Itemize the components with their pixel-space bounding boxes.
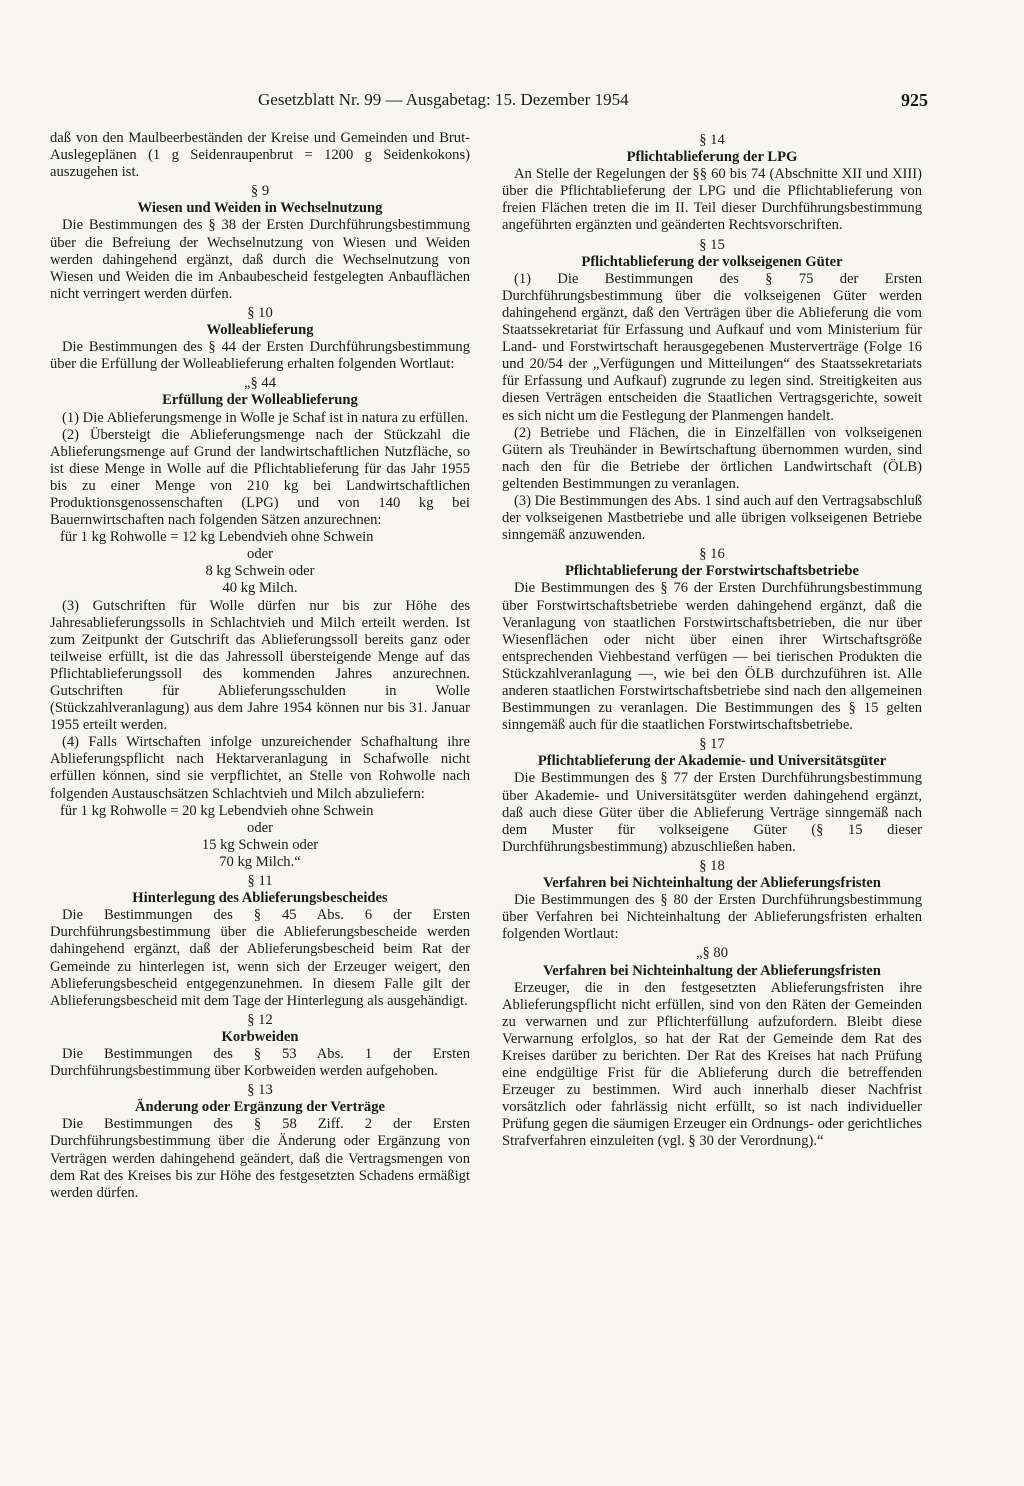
section-heading: Verfahren bei Nichteinhaltung der Ablieferungsfristen	[543, 962, 881, 979]
section-heading: Hinterlegung des Ablieferungsbescheides	[132, 890, 388, 907]
section-heading: Wiesen und Weiden in Wechselnutzung	[137, 200, 383, 217]
paragraph: Erzeuger, die in den festgesetzten Ablieferungsfristen ihre Ablieferungspflicht nicht erfüllen, sind von den Räten der Gemeinden zu verwarnen und zur Pflichterfüllung aufzufordern. Bleibt diese Verwarnung erfolglos, so hat der Rat der Gemeinde dem Rat des Kreises darüber zu berichten. Der Rat des Kreises hat nach Prüfung eine endgültige Frist für die Ablieferung durch die betreffenden Erzeuger zu bestimmen. Wird auch innerhalb dieser Nachfrist vorsätzlich oder fahrlässig nicht erfüllt, so ist nach individueller Prüfung gegen die säumigen Erzeuger ein Ordnungs- oder gerichtliches Strafverfahren einzuleiten (vgl. § 30 der Verordnung).“	[502, 979, 922, 1150]
paragraph: daß von den Maulbeerbeständen der Kreise und Gemeinden und Brut-Auslegeplänen (1 g Seidenraupenbrut = 1200 g Seidenkokons) auszugehen ist.	[50, 130, 470, 181]
section-number: „§ 44	[243, 375, 277, 392]
formula-line: 70 kg Milch.“	[219, 853, 301, 870]
paragraph: Die Bestimmungen des § 38 der Ersten Durchführungsbestimmung über die Befreiung der Wechselnutzung von Wiesen und Weiden werden dahingehend ergänzt, daß durch die Wechselnutzung von Wiesen und Weiden die im Anbaubescheid festgelegten Anbauflächen nicht verringert werden dürfen.	[50, 217, 470, 302]
formula-line: für 1 kg Rohwolle = 20 kg Lebendvieh ohne Schwein	[60, 802, 374, 819]
section-heading: Korbweiden	[221, 1028, 299, 1045]
page-number: 925	[901, 90, 928, 110]
section-heading: Wolleablieferung	[206, 322, 314, 339]
gazette-title: Gesetzblatt Nr. 99 — Ausgabetag: 15. Dezember 1954	[258, 90, 629, 109]
paragraph: Die Bestimmungen des § 77 der Ersten Durchführungsbestimmung über Akademie- und Universitätsgüter werden dahingehend ergänzt, daß auch diese Güter über die Ablieferung Verträge sinngemäß nach dem Muster für volkseigene Güter (§ 15 dieser Durchführungsbestimmung) abzuschließen haben.	[502, 770, 922, 855]
section-number: § 17	[699, 736, 725, 753]
paragraph: Die Bestimmungen des § 80 der Ersten Durchführungsbestimmung über Verfahren bei Nichteinhaltung der Ablieferungsfristen erhalten folgenden Wortlaut:	[502, 892, 922, 943]
formula-line: 40 kg Milch.	[222, 580, 298, 597]
paragraph: (1) Die Ablieferungsmenge in Wolle je Schaf ist in natura zu erfüllen.	[62, 409, 469, 426]
paragraph: Die Bestimmungen des § 45 Abs. 6 der Ersten Durchführungsbestimmung über die Ablieferungsbescheide werden dahingehend ergänzt, daß der Ablieferungsbescheid beim Rat der Gemeinde zu hinterlegen ist, wenn sich der Erzeuger weigert, den Ablieferungsbescheid entgegenzunehmen. In diesem Falle gilt der Ablieferungsbescheid mit dem Tage der Hinterlegung als ausgehändigt.	[50, 907, 470, 1009]
paragraph: (2) Übersteigt die Ablieferungsmenge nach der Stückzahl die Ablieferungsmenge auf Grund der landwirtschaftlichen Nutzfläche, so ist diese Menge in Wolle auf die Pflichtablieferung für das Jahr 1955 bis zu einer Menge von 210 kg bei Landwirtschaftlichen Produktionsgenossenschaften (LPG) und von 140 kg bei Bauernwirtschaften nach folgenden Sätzen anzurechnen:	[50, 426, 470, 529]
section-number: § 12	[247, 1011, 273, 1028]
section-number: § 16	[699, 546, 725, 563]
section-heading: Pflichtablieferung der Forstwirtschaftsbetriebe	[565, 563, 859, 580]
paragraph: Die Bestimmungen des § 76 der Ersten Durchführungsbestimmung über Forstwirtschaftsbetriebe werden dahingehend ergänzt, daß die Veranlagung von staatlichen Forstwirtschaftsbetrieben, die nur über Wiesenflächen oder nicht über einen ihrer Wirtschaftsgröße entsprechenden Viehbestand verfügen — bei tierischen Produkten die Stückzahlveranlagung —, wie bei den ÖLB durchzuführen ist. Alle anderen staatlichen Forstwirtschaftsbetriebe sind nach den allgemeinen Bestimmungen zu veranlagen. Die Bestimmungen des § 15 gelten sinngemäß auch für die staatlichen Forstwirtschaftsbetriebe.	[502, 580, 922, 734]
paragraph: (4) Falls Wirtschaften infolge unzureichender Schafhaltung ihre Ablieferungspflicht nach Hektarveranlagung in Schafwolle nicht erfüllen können, sind sie verpflichtet, an Stelle von Rohwolle nach folgenden Austauschsätzen Schlachtvieh und Milch abzuliefern:	[50, 734, 470, 802]
paragraph: (2) Betriebe und Flächen, die in Einzelfällen von volkseigenen Gütern als Treuhänder in Bewirtschaftung übernommen wurden, sind nach den für die Betriebe der örtlichen Landwirtschaft (ÖLB) geltenden Bestimmungen zu veranlagen.	[502, 424, 922, 492]
formula-line: für 1 kg Rohwolle = 12 kg Lebendvieh ohne Schwein	[60, 529, 374, 546]
formula-line: 8 kg Schwein oder	[205, 563, 315, 580]
section-number: § 9	[250, 183, 270, 200]
paragraph: An Stelle der Regelungen der §§ 60 bis 74 (Abschnitte XII und XIII) über die Pflichtablieferung der LPG und die Pflichtablieferung von freien Flächen treten die im II. Teil dieser Durchführungsbestimmung angeführten ergänzten und geänderten Rechtsvorschriften.	[502, 166, 922, 234]
section-number: § 15	[699, 236, 725, 253]
section-number: § 14	[699, 132, 725, 148]
formula-line: 15 kg Schwein oder	[201, 836, 319, 853]
formula-line: oder	[247, 819, 273, 836]
paragraph: Die Bestimmungen des § 44 der Ersten Durchführungsbestimmung über die Erfüllung der Wolleablieferung erhalten folgenden Wortlaut:	[50, 339, 470, 373]
section-number: § 11	[247, 873, 273, 890]
section-heading: Pflichtablieferung der Akademie- und Universitätsgüter	[537, 753, 887, 770]
section-heading: Änderung oder Ergänzung der Verträge	[135, 1099, 385, 1116]
page-header	[258, 90, 928, 114]
section-number: § 13	[247, 1082, 273, 1099]
section-number: § 18	[699, 857, 725, 874]
right-column	[502, 130, 922, 1151]
formula-line: oder	[247, 546, 273, 563]
section-heading: Erfüllung der Wolleablieferung	[162, 392, 358, 409]
paragraph: Die Bestimmungen des § 58 Ziff. 2 der Ersten Durchführungsbestimmung über die Änderung oder Ergänzung von Verträgen werden dahingehend geändert, daß die Vertragsmengen von dem Rat des Kreises bis zur Höhe des festgesetzten Schadens ermäßigt werden dürfen.	[50, 1116, 470, 1201]
section-heading: Pflichtablieferung der volkseigenen Güter	[581, 253, 843, 270]
section-heading: Pflichtablieferung der LPG	[626, 149, 798, 166]
paragraph: (1) Die Bestimmungen des § 75 der Ersten Durchführungsbestimmung über die volkseigenen Güter werden dahingehend ergänzt, daß den Verträgen über die Ablieferung die vom Staatssekretariat für Erfassung und Aufkauf und vom Ministerium für Land- und Forstwirtschaft herausgegebenen Musterverträge (Folge 16 und 20/54 der „Verfügungen und Mitteilungen“ des Staatssekretariats für Erfassung und Aufkauf) zugrunde zu legen sind. Streitigkeiten aus diesen Verträgen entscheiden die Staatlichen Vertragsgerichte, soweit es sich nicht um die Festlegung der Planmengen handelt.	[502, 270, 922, 424]
paragraph: (3) Die Bestimmungen des Abs. 1 sind auch auf den Vertragsabschluß der volkseigenen Mastbetriebe und alle übrigen volkseigenen Betriebe sinngemäß anzuwenden.	[502, 492, 922, 544]
section-number: § 10	[247, 304, 273, 321]
paragraph: Die Bestimmungen des § 53 Abs. 1 der Ersten Durchführungsbestimmung über Korbweiden werden aufgehoben.	[50, 1045, 470, 1080]
left-column	[50, 130, 470, 1202]
section-heading: Verfahren bei Nichteinhaltung der Ablieferungsfristen	[543, 875, 881, 892]
paragraph: (3) Gutschriften für Wolle dürfen nur bis zur Höhe des Jahresablieferungssolls in Schlachtvieh und Milch erteilt werden. Ist zum Zeitpunkt der Gutschrift das Ablieferungssoll bereits ganz oder teilweise erfüllt, ist die das Jahressoll übersteigende Menge auf das Pflichtablieferungssoll des kommenden Jahres anzurechnen. Gutschriften für Ablieferungsschulden in Wolle (Stückzahlveranlagung) aus dem Jahre 1954 können nur bis 31. Januar 1955 erteilt werden.	[50, 597, 470, 734]
section-number: „§ 80	[695, 945, 729, 962]
